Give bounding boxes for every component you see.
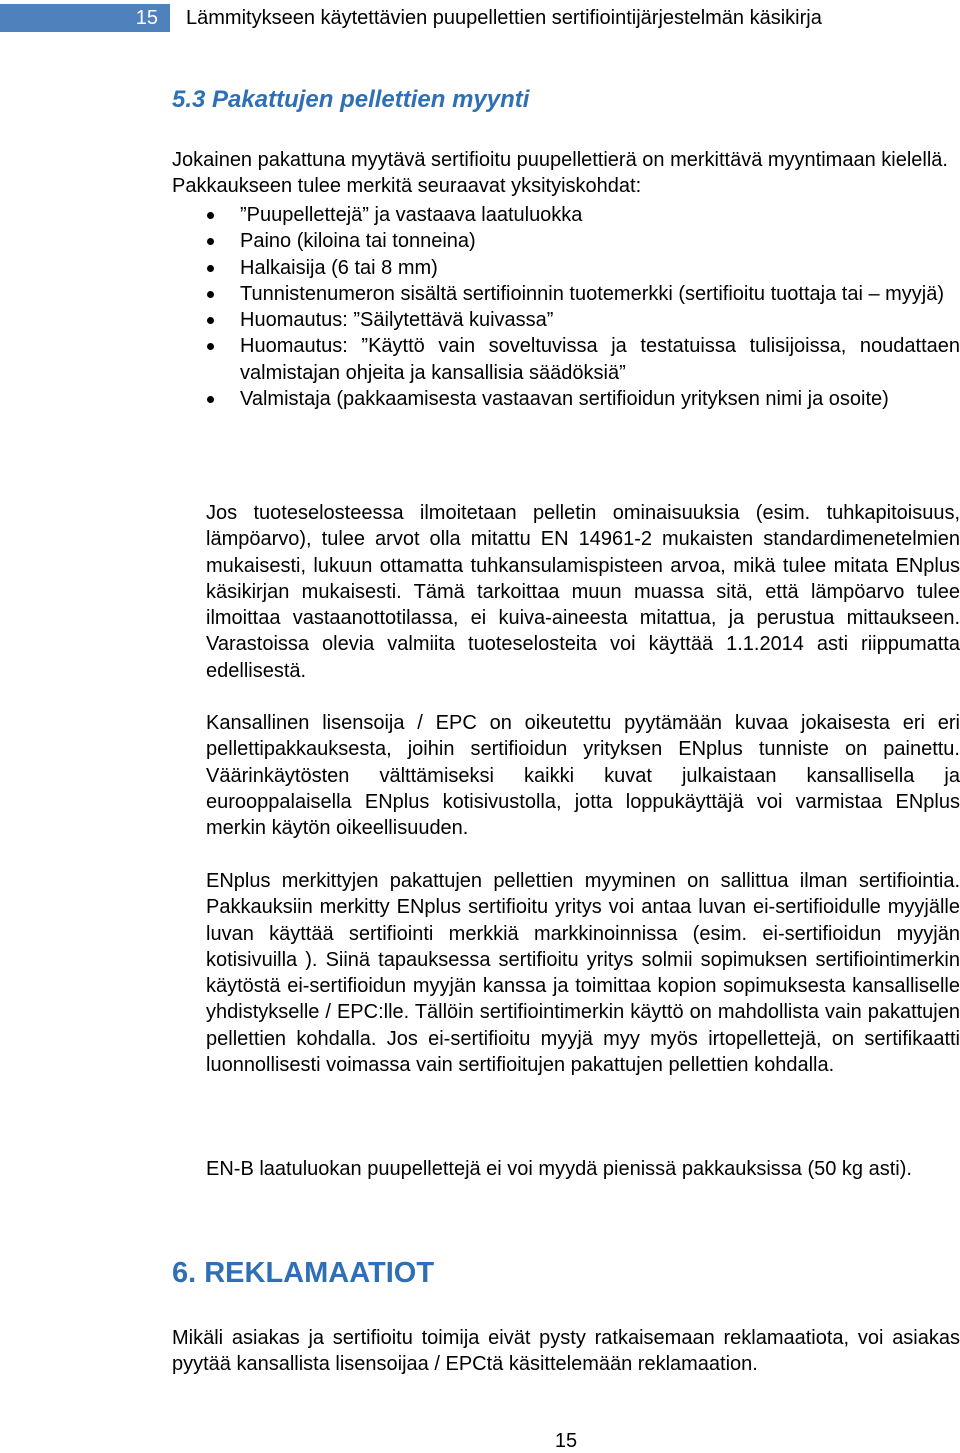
footer-page-number: 15 (554, 1430, 578, 1452)
bullet-icon (207, 396, 214, 403)
list-item: Valmistaja (pakkaamisesta vastaavan sertifioidun yrityksen nimi ja osoite) (240, 386, 960, 412)
list-item: Halkaisija (6 tai 8 mm) (240, 255, 960, 281)
page-header (0, 4, 960, 32)
paragraph-product-specs: Jos tuoteselosteessa ilmoitetaan pelletin ominaisuuksia (esim. tuhkapitoisuus, lämpöarvo), tulee arvot olla mitattu EN 14961-2 mukaisten standardimenetelmien mukaisesti, lukuun ottamatta tuhkansulamispisteen arvoa, mikä tulee mitata ENplus käsikirjan mukaisesti. Tämä tarkoittaa muun muassa sitä, että lämpöarvo tulee ilmoittaa vastaanottotilassa, ei kuiva-aineesta mitattua, ja perustua mittaukseen. Varastoissa olevia valmiita tuoteselosteita voi käyttää 1.1.2014 asti riippumatta edellisestä. (206, 502, 960, 682)
section-intro: Jokainen pakattuna myytävä sertifioitu puupellettierä on merkittävä myyntimaan kielellä. Pakkaukseen tulee merkitä seuraavat yksityiskohdat: (172, 149, 948, 198)
header-page-number: 15 (0, 4, 170, 32)
bullet-icon (207, 238, 214, 245)
bullet-icon (207, 343, 214, 350)
paragraph-uncertified-sellers: ENplus merkittyjen pakattujen pellettien myyminen on sallittua ilman sertifiointia. Pakkauksiin merkitty ENplus sertifioitu yritys voi antaa luvan ei-sertifioidulle myyjälle luvan käyttää sertifiointi merkkiä markkinoinnissa (esim. ei-sertifioidun myyjän kotisivuilla ). Siinä tapauksessa sertifioitu yritys solmii sopimuksen sertifiointimerkin käytöstä ei-sertifioidun myyjän kanssa ja toimittaa kopion sopimuksesta kansalliselle yhdistykselle / EPC:lle. Tällöin sertifiointimerkin käyttö on mahdollista vain pakattujen pellettien kohdalla. Jos ei-sertifioitu myyjä myy myös irtopellettejä, on sertifikaatti luonnollisesti voimassa vain sertifioitujen pakattujen pellettien kohdalla. (206, 870, 960, 1077)
list-item: ”Puupellettejä” ja vastaava laatuluokka (240, 202, 960, 228)
header-title: Lämmitykseen käytettävien puupellettien sertifiointijärjestelmän käsikirja (186, 7, 822, 29)
paragraph-en-b: EN-B laatuluokan puupellettejä ei voi myydä pienissä pakkauksissa (50 kg asti). (206, 1158, 912, 1180)
list-item: Paino (kiloina tai tonneina) (240, 228, 960, 254)
chapter-heading: 6. REKLAMAATIOT (172, 1257, 435, 1289)
paragraph-package-images: Kansallinen lisensoija / EPC on oikeutettu pyytämään kuvaa jokaisesta eri eri pellettipakkauksesta, joihin sertifioidun yrityksen ENplus tunniste on painettu. Väärinkäytösten välttämiseksi kaikki kuvat julkaistaan kansallisella ja eurooppalaisella ENplus kotisivustolla, jotta loppukäyttäjä voi varmistaa ENplus merkin käytön oikeellisuuden. (206, 712, 960, 840)
list-item: Tunnistenumeron sisältä sertifioinnin tuotemerkki (sertifioitu tuottaja tai – myyjä) (240, 281, 960, 307)
section-heading: 5.3 Pakattujen pellettien myynti (172, 86, 530, 113)
requirements-list (240, 202, 960, 412)
bullet-icon (207, 212, 214, 219)
bullet-icon (207, 265, 214, 272)
list-item: Huomautus: ”Käyttö vain soveltuvissa ja testatuissa tulisijoissa, noudattaen valmistajan ohjeita ja kansallisia säädöksiä” (240, 333, 960, 386)
list-item: Huomautus: ”Säilytettävä kuivassa” (240, 307, 960, 333)
bullet-icon (207, 317, 214, 324)
bullet-icon (207, 291, 214, 298)
paragraph-complaints: Mikäli asiakas ja sertifioitu toimija eivät pysty ratkaisemaan reklamaatiota, voi asiakas pyytää kansallista lisensoijaa / EPCtä käsittelemään reklamaation. (172, 1327, 960, 1376)
